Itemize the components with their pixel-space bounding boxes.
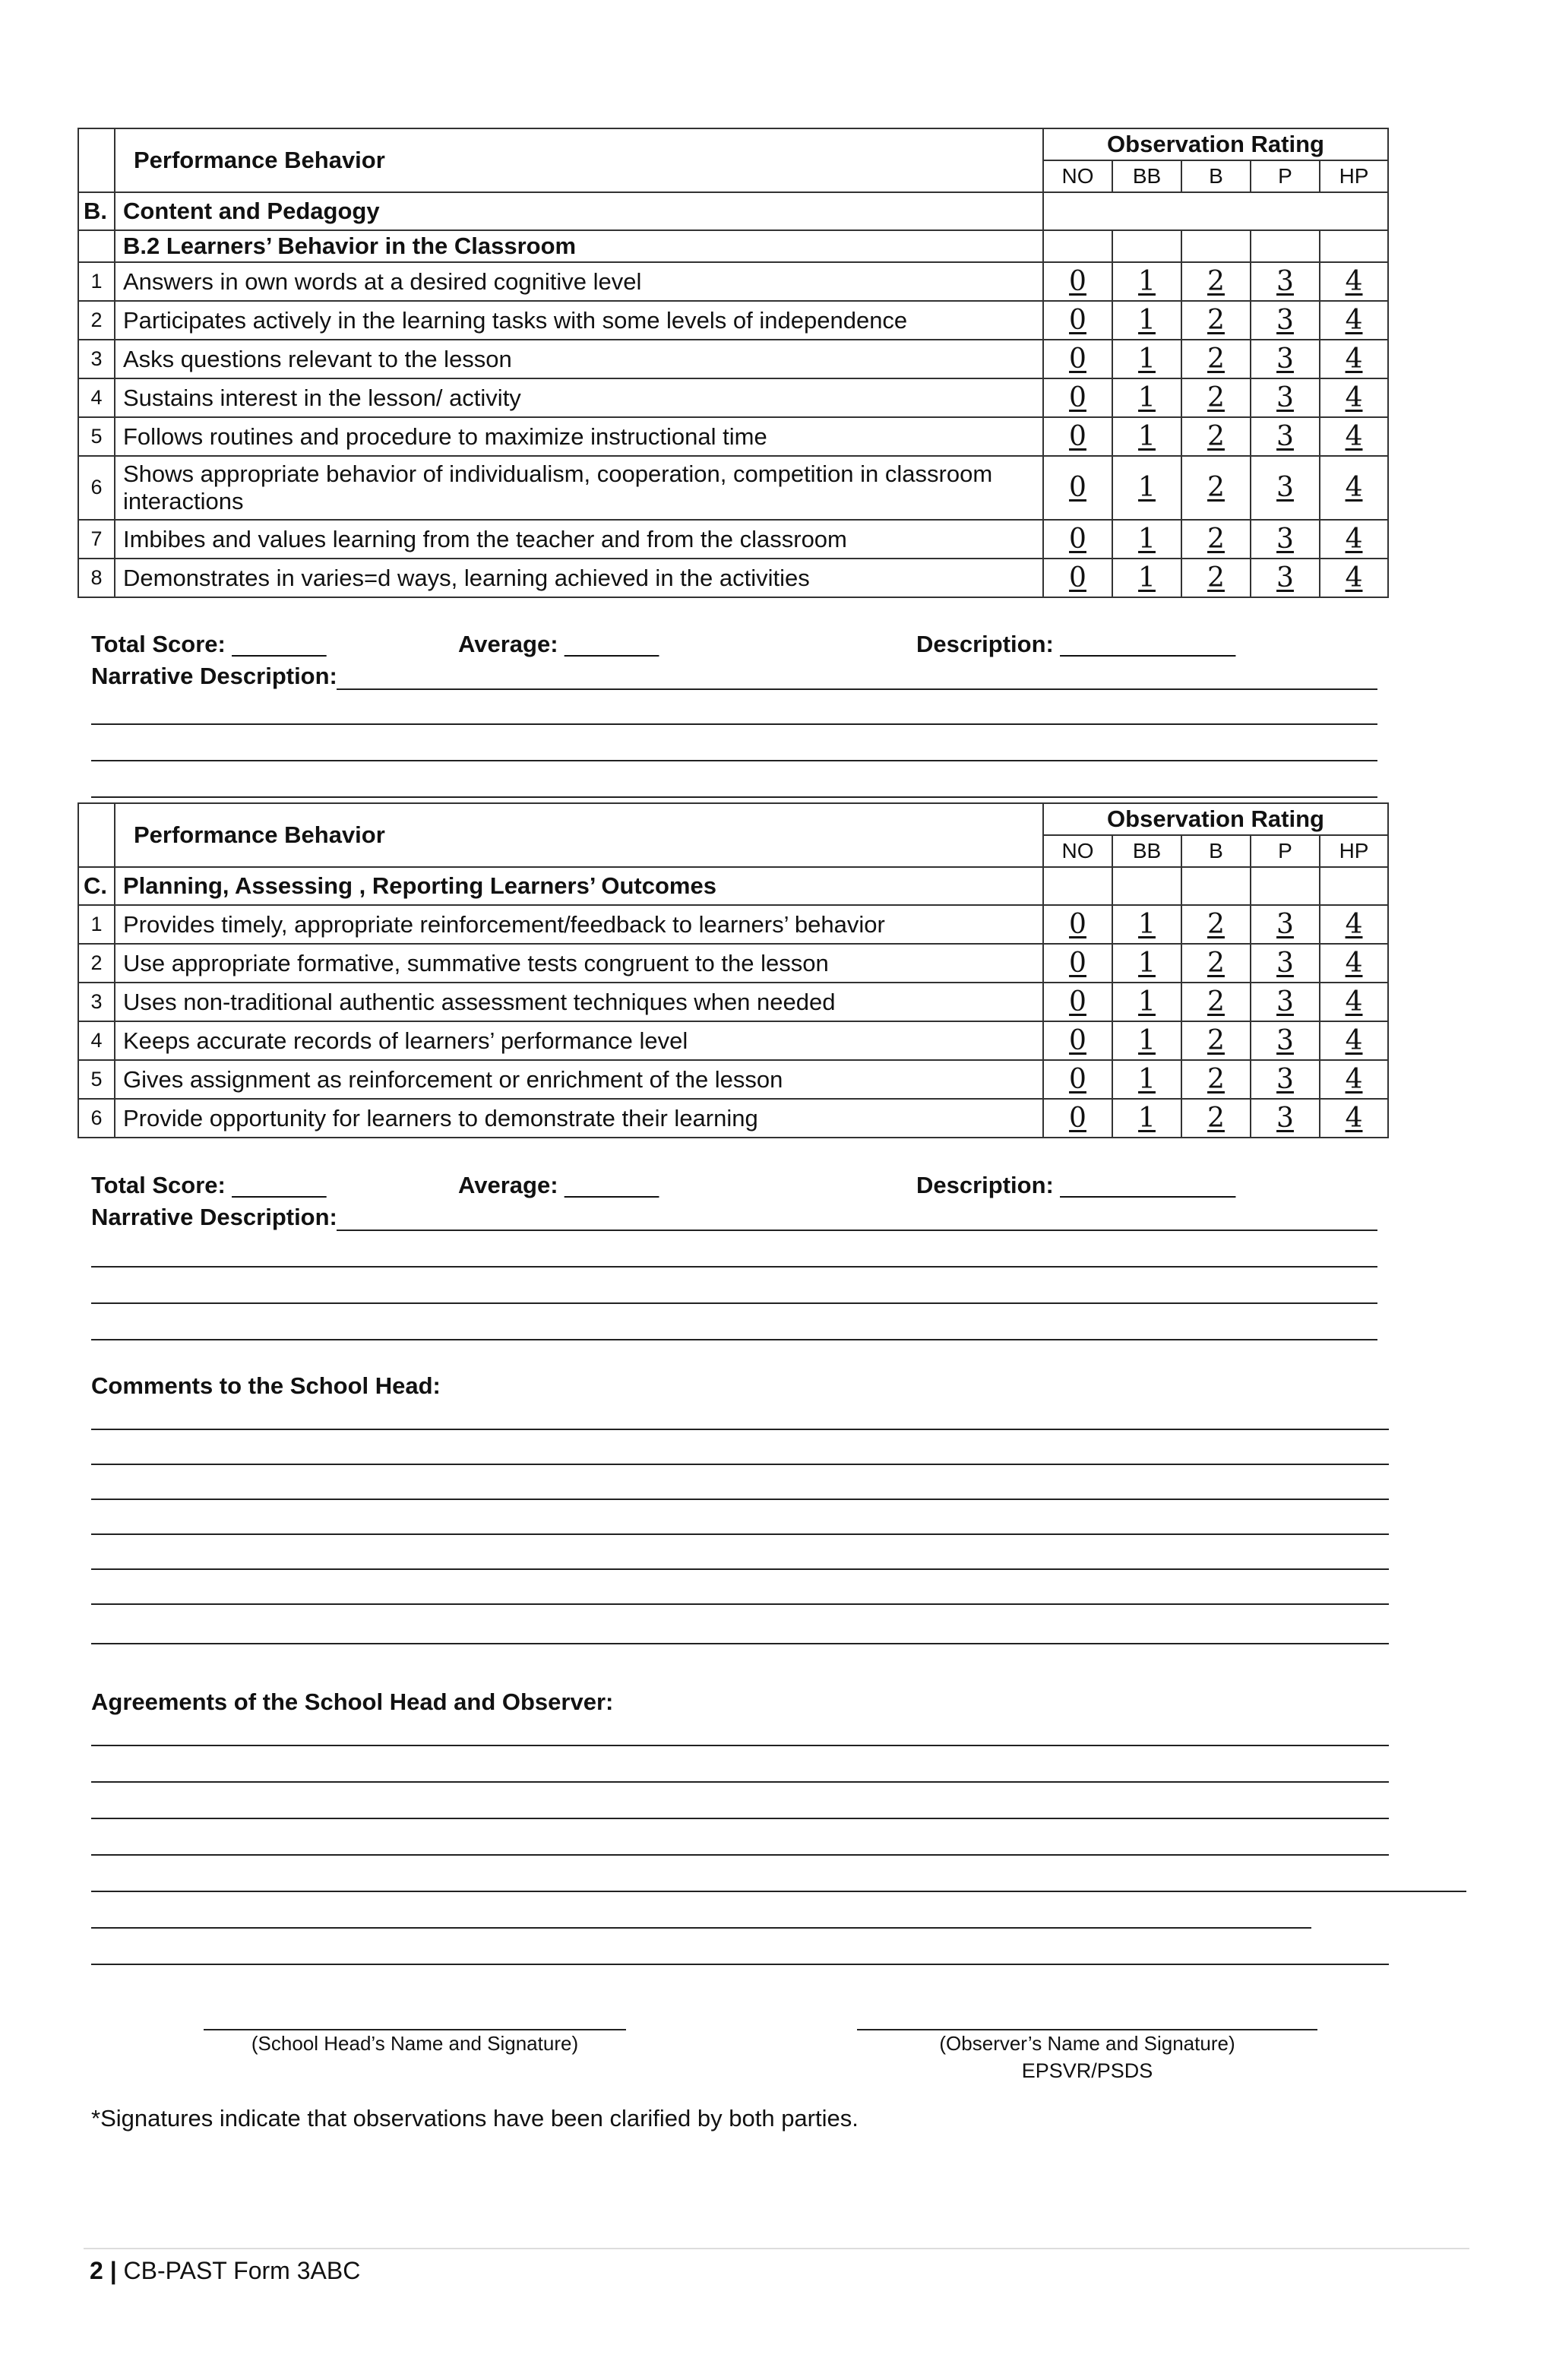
rating-cell-no[interactable]	[1043, 1021, 1112, 1060]
blank-rating-cell	[1181, 230, 1251, 262]
agreements-heading: Agreements of the School Head and Observer:	[91, 1688, 614, 1715]
table-row	[78, 905, 1388, 944]
item-text: Use appropriate formative, summative tests congruent to the lesson	[115, 944, 1043, 983]
subsection-title: B.2 Learners’ Behavior in the Classroom	[115, 230, 1043, 262]
observer-caption: (Observer’s Name and Signature)	[939, 2032, 1235, 2055]
rating-value: 4	[1345, 265, 1363, 297]
column-b: B	[1181, 835, 1251, 867]
comments-line[interactable]	[91, 1499, 1389, 1500]
rating-cell-b[interactable]	[1181, 944, 1251, 983]
rating-cell-p[interactable]	[1251, 1060, 1320, 1099]
rating-cell-bb[interactable]	[1112, 456, 1181, 520]
rating-value: 2	[1207, 947, 1225, 979]
rating-cell-hp[interactable]	[1320, 456, 1388, 520]
table-row	[78, 1060, 1388, 1099]
rating-value: 1	[1138, 1024, 1156, 1056]
rating-value: 4	[1345, 908, 1363, 940]
agreements-line[interactable]	[91, 1818, 1389, 1819]
rating-value: 4	[1345, 947, 1363, 979]
rating-cell-no[interactable]	[1043, 1099, 1112, 1138]
rating-cell-b[interactable]	[1181, 262, 1251, 301]
narrative-c-line[interactable]	[91, 1266, 1377, 1268]
description-label: Description:	[916, 631, 1054, 657]
blank-rating-cell	[1112, 867, 1181, 905]
rating-value: 1	[1138, 304, 1156, 336]
item-text: Participates actively in the learning tasks with some levels of independence	[115, 301, 1043, 340]
rating-cell-no[interactable]	[1043, 1060, 1112, 1099]
total-score-label: Total Score:	[91, 631, 226, 657]
comments-line[interactable]	[91, 1464, 1389, 1465]
table-row	[78, 378, 1388, 417]
item-number: 5	[78, 1060, 115, 1099]
rating-cell-b[interactable]	[1181, 983, 1251, 1021]
footer-separator: |	[109, 2257, 117, 2284]
observation-rating-header: Observation Rating	[1043, 803, 1388, 835]
rating-value: 1	[1138, 1102, 1156, 1134]
column-no: NO	[1043, 835, 1112, 867]
item-number: 1	[78, 905, 115, 944]
item-text: Uses non-traditional authentic assessment techniques when needed	[115, 983, 1043, 1021]
narrative-c-line[interactable]	[337, 1230, 1377, 1231]
agreements-line[interactable]	[91, 1745, 1389, 1746]
rating-cell-no[interactable]	[1043, 340, 1112, 378]
rating-cell-hp[interactable]	[1320, 1060, 1388, 1099]
rating-cell-p[interactable]	[1251, 559, 1320, 597]
comments-line[interactable]	[91, 1533, 1389, 1535]
description-field[interactable]: _______________	[1060, 1172, 1235, 1198]
rating-value: 2	[1207, 304, 1225, 336]
rating-cell-no[interactable]	[1043, 262, 1112, 301]
rating-value: 3	[1276, 947, 1294, 979]
rating-cell-b[interactable]	[1181, 301, 1251, 340]
section-title: Content and Pedagogy	[115, 192, 1043, 230]
school-head-caption: (School Head’s Name and Signature)	[251, 2032, 579, 2055]
rating-cell-bb[interactable]	[1112, 378, 1181, 417]
rating-value: 2	[1207, 265, 1225, 297]
rating-value: 4	[1345, 986, 1363, 1018]
rating-value: 4	[1345, 562, 1363, 593]
comments-heading: Comments to the School Head:	[91, 1372, 441, 1399]
item-text: Keeps accurate records of learners’ performance level	[115, 1021, 1043, 1060]
rating-value: 2	[1207, 381, 1225, 413]
item-text: Gives assignment as reinforcement or enrichment of the lesson	[115, 1060, 1043, 1099]
rating-value: 1	[1138, 908, 1156, 940]
rating-value: 2	[1207, 1102, 1225, 1134]
table-row	[78, 520, 1388, 559]
rating-cell-no[interactable]	[1043, 944, 1112, 983]
rating-cell-hp[interactable]	[1320, 378, 1388, 417]
description-label: Description:	[916, 1172, 1054, 1198]
item-text: Answers in own words at a desired cognitive level	[115, 262, 1043, 301]
rating-value: 4	[1345, 381, 1363, 413]
summary-c-scores	[91, 1172, 324, 1199]
rating-value: 0	[1069, 304, 1086, 336]
total-score-label: Total Score:	[91, 1172, 226, 1198]
rating-value: 1	[1138, 381, 1156, 413]
narrative-b-line[interactable]	[91, 760, 1377, 761]
rating-cell-b[interactable]	[1181, 417, 1251, 456]
rating-value: 3	[1276, 381, 1294, 413]
rating-value: 1	[1138, 265, 1156, 297]
comments-line[interactable]	[91, 1603, 1389, 1605]
rating-cell-no[interactable]	[1043, 417, 1112, 456]
item-text: Follows routines and procedure to maximize instructional time	[115, 417, 1043, 456]
summary-b-scores	[91, 631, 324, 658]
summary-b-description	[916, 631, 1234, 658]
rating-cell-bb[interactable]	[1112, 944, 1181, 983]
rating-value: 0	[1069, 420, 1086, 452]
section-letter: B.	[78, 192, 115, 230]
rating-value: 2	[1207, 1063, 1225, 1095]
rating-cell-no[interactable]	[1043, 983, 1112, 1021]
rating-value: 3	[1276, 523, 1294, 555]
table-row	[78, 983, 1388, 1021]
table-row	[78, 262, 1388, 301]
blank-rating-cell	[1320, 867, 1388, 905]
blank-rating-cell	[1043, 867, 1112, 905]
rating-value: 1	[1138, 420, 1156, 452]
rating-cell-bb[interactable]	[1112, 340, 1181, 378]
item-number: 4	[78, 1021, 115, 1060]
narrative-b-line[interactable]	[91, 723, 1377, 725]
rating-cell-b[interactable]	[1181, 1099, 1251, 1138]
rating-value: 2	[1207, 420, 1225, 452]
rating-cell-no[interactable]	[1043, 301, 1112, 340]
rating-value: 1	[1138, 472, 1156, 504]
rating-value: 2	[1207, 908, 1225, 940]
item-text: Shows appropriate behavior of individualism, cooperation, competition in classroom interactions	[115, 456, 1043, 520]
blank-rating-cell	[1181, 867, 1251, 905]
rating-cell-hp[interactable]	[1320, 262, 1388, 301]
average-field[interactable]: ________	[565, 1172, 658, 1198]
rating-cell-p[interactable]	[1251, 262, 1320, 301]
rating-value: 1	[1138, 343, 1156, 375]
blank-rating-cell	[1043, 230, 1112, 262]
page-footer	[90, 2257, 360, 2285]
comments-line[interactable]	[91, 1429, 1389, 1430]
column-b: B	[1181, 160, 1251, 192]
rating-cell-b[interactable]	[1181, 520, 1251, 559]
narrative-c-label: Narrative Description:	[91, 1204, 337, 1230]
comments-line[interactable]	[91, 1643, 1389, 1644]
rating-cell-b[interactable]	[1181, 340, 1251, 378]
rating-cell-no[interactable]	[1043, 378, 1112, 417]
agreements-line[interactable]	[91, 1964, 1389, 1965]
item-number: 5	[78, 417, 115, 456]
performance-behavior-header: Performance Behavior	[115, 128, 1043, 192]
rating-value: 0	[1069, 908, 1086, 940]
rating-cell-hp[interactable]	[1320, 905, 1388, 944]
rating-value: 3	[1276, 1024, 1294, 1056]
rating-cell-bb[interactable]	[1112, 520, 1181, 559]
rating-value: 3	[1276, 986, 1294, 1018]
blank-rating-cell	[1251, 867, 1320, 905]
rating-cell-hp[interactable]	[1320, 944, 1388, 983]
rating-cell-no[interactable]	[1043, 559, 1112, 597]
rating-cell-p[interactable]	[1251, 520, 1320, 559]
table-row	[78, 340, 1388, 378]
rating-cell-p[interactable]	[1251, 944, 1320, 983]
rating-cell-hp[interactable]	[1320, 301, 1388, 340]
narrative-b-line[interactable]	[91, 796, 1377, 798]
observation-rating-header: Observation Rating	[1043, 128, 1388, 160]
column-hp: HP	[1320, 835, 1388, 867]
rating-cell-bb[interactable]	[1112, 983, 1181, 1021]
rating-value: 4	[1345, 1102, 1363, 1134]
rating-cell-bb[interactable]	[1112, 905, 1181, 944]
observer-title: EPSVR/PSDS	[1021, 2059, 1153, 2082]
rating-value: 3	[1276, 1102, 1294, 1134]
agreements-line[interactable]	[91, 1891, 1466, 1892]
table-row	[78, 1021, 1388, 1060]
rating-value: 2	[1207, 523, 1225, 555]
rating-cell-bb[interactable]	[1112, 559, 1181, 597]
average-field[interactable]: ________	[565, 631, 658, 657]
rating-cell-bb[interactable]	[1112, 1021, 1181, 1060]
rating-cell-b[interactable]	[1181, 456, 1251, 520]
header-blank-cell	[78, 803, 115, 867]
rating-cell-b[interactable]	[1181, 905, 1251, 944]
rating-cell-bb[interactable]	[1112, 1060, 1181, 1099]
rating-cell-bb[interactable]	[1112, 1099, 1181, 1138]
rating-cell-p[interactable]	[1251, 1021, 1320, 1060]
observer-signature-line[interactable]	[857, 2029, 1317, 2030]
table-row	[78, 944, 1388, 983]
rating-value: 2	[1207, 343, 1225, 375]
rating-cell-hp[interactable]	[1320, 1021, 1388, 1060]
rating-cell-p[interactable]	[1251, 340, 1320, 378]
rating-value: 0	[1069, 1102, 1086, 1134]
rating-cell-b[interactable]	[1181, 378, 1251, 417]
column-bb: BB	[1112, 160, 1181, 192]
footer-divider	[84, 2248, 1469, 2249]
rating-value: 4	[1345, 1024, 1363, 1056]
observation-table-c	[77, 802, 1389, 1138]
column-p: P	[1251, 835, 1320, 867]
rating-cell-b[interactable]	[1181, 1060, 1251, 1099]
school-head-signature-line[interactable]	[204, 2029, 626, 2030]
narrative-c-line[interactable]	[91, 1302, 1377, 1304]
rating-value: 2	[1207, 472, 1225, 504]
rating-value: 3	[1276, 420, 1294, 452]
comments-line[interactable]	[91, 1568, 1389, 1570]
rating-value: 1	[1138, 986, 1156, 1018]
table-row	[78, 559, 1388, 597]
item-text: Provides timely, appropriate reinforcement/feedback to learners’ behavior	[115, 905, 1043, 944]
rating-value: 1	[1138, 523, 1156, 555]
rating-cell-hp[interactable]	[1320, 520, 1388, 559]
average-label: Average:	[458, 631, 558, 657]
rating-cell-bb[interactable]	[1112, 417, 1181, 456]
rating-cell-p[interactable]	[1251, 301, 1320, 340]
page-number: 2	[90, 2257, 103, 2284]
rating-value: 0	[1069, 381, 1086, 413]
rating-value: 0	[1069, 343, 1086, 375]
item-number: 8	[78, 559, 115, 597]
item-number: 7	[78, 520, 115, 559]
item-number: 6	[78, 456, 115, 520]
item-number: 2	[78, 301, 115, 340]
column-p: P	[1251, 160, 1320, 192]
column-hp: HP	[1320, 160, 1388, 192]
rating-value: 3	[1276, 343, 1294, 375]
rating-value: 2	[1207, 1024, 1225, 1056]
rating-value: 3	[1276, 1063, 1294, 1095]
rating-value: 4	[1345, 304, 1363, 336]
rating-value: 0	[1069, 265, 1086, 297]
item-text: Sustains interest in the lesson/ activity	[115, 378, 1043, 417]
subsection-blank-cell	[78, 230, 115, 262]
item-text: Imbibes and values learning from the teacher and from the classroom	[115, 520, 1043, 559]
rating-value: 4	[1345, 472, 1363, 504]
rating-value: 0	[1069, 1063, 1086, 1095]
column-no: NO	[1043, 160, 1112, 192]
rating-cell-p[interactable]	[1251, 905, 1320, 944]
rating-cell-hp[interactable]	[1320, 559, 1388, 597]
rating-value: 0	[1069, 523, 1086, 555]
rating-cell-hp[interactable]	[1320, 417, 1388, 456]
item-number: 1	[78, 262, 115, 301]
rating-value: 0	[1069, 947, 1086, 979]
summary-b-average	[458, 631, 657, 658]
item-number: 4	[78, 378, 115, 417]
rating-cell-p[interactable]	[1251, 456, 1320, 520]
rating-cell-hp[interactable]	[1320, 340, 1388, 378]
narrative-b-line[interactable]	[337, 688, 1377, 690]
item-number: 2	[78, 944, 115, 983]
rating-cell-p[interactable]	[1251, 378, 1320, 417]
summary-c-description	[916, 1172, 1234, 1199]
narrative-b-label: Narrative Description:	[91, 663, 337, 689]
item-text: Demonstrates in varies=d ways, learning achieved in the activities	[115, 559, 1043, 597]
item-number: 3	[78, 983, 115, 1021]
rating-value: 0	[1069, 986, 1086, 1018]
form-name: CB-PAST Form 3ABC	[123, 2257, 361, 2284]
item-number: 6	[78, 1099, 115, 1138]
signature-note: *Signatures indicate that observations have been clarified by both parties.	[91, 2105, 859, 2132]
column-bb: BB	[1112, 835, 1181, 867]
rating-cell-b[interactable]	[1181, 559, 1251, 597]
narrative-c-line[interactable]	[91, 1339, 1377, 1340]
table-row	[78, 1099, 1388, 1138]
rating-value: 4	[1345, 523, 1363, 555]
table-row	[78, 456, 1388, 520]
total-score-field[interactable]: ________	[232, 631, 325, 657]
rating-value: 3	[1276, 472, 1294, 504]
rating-cell-p[interactable]	[1251, 1099, 1320, 1138]
rating-cell-bb[interactable]	[1112, 262, 1181, 301]
rating-cell-hp[interactable]	[1320, 983, 1388, 1021]
item-text: Asks questions relevant to the lesson	[115, 340, 1043, 378]
rating-value: 2	[1207, 986, 1225, 1018]
agreements-line[interactable]	[91, 1927, 1311, 1929]
blank-rating-cell	[1112, 230, 1181, 262]
observation-table-b	[77, 128, 1389, 598]
rating-value: 3	[1276, 265, 1294, 297]
table-row	[78, 301, 1388, 340]
rating-value: 2	[1207, 562, 1225, 593]
table-row	[78, 417, 1388, 456]
rating-value: 3	[1276, 562, 1294, 593]
rating-value: 1	[1138, 947, 1156, 979]
rating-value: 3	[1276, 304, 1294, 336]
header-blank-cell	[78, 128, 115, 192]
rating-cell-no[interactable]	[1043, 456, 1112, 520]
rating-value: 4	[1345, 343, 1363, 375]
rating-value: 4	[1345, 420, 1363, 452]
section-title: Planning, Assessing , Reporting Learners’ Outcomes	[115, 867, 1043, 905]
performance-behavior-header: Performance Behavior	[115, 803, 1043, 867]
section-rating-blank	[1043, 192, 1388, 230]
summary-c-average	[458, 1172, 657, 1199]
rating-cell-hp[interactable]	[1320, 1099, 1388, 1138]
item-text: Provide opportunity for learners to demonstrate their learning	[115, 1099, 1043, 1138]
rating-cell-no[interactable]	[1043, 520, 1112, 559]
rating-value: 0	[1069, 562, 1086, 593]
agreements-line[interactable]	[91, 1781, 1389, 1783]
blank-rating-cell	[1320, 230, 1388, 262]
rating-cell-no[interactable]	[1043, 905, 1112, 944]
rating-cell-bb[interactable]	[1112, 301, 1181, 340]
rating-value: 0	[1069, 1024, 1086, 1056]
rating-value: 1	[1138, 562, 1156, 593]
rating-cell-p[interactable]	[1251, 417, 1320, 456]
rating-value: 1	[1138, 1063, 1156, 1095]
rating-value: 3	[1276, 908, 1294, 940]
description-field[interactable]: _______________	[1060, 631, 1235, 657]
item-number: 3	[78, 340, 115, 378]
total-score-field[interactable]: ________	[232, 1172, 325, 1198]
rating-value: 0	[1069, 472, 1086, 504]
agreements-line[interactable]	[91, 1854, 1389, 1856]
rating-cell-p[interactable]	[1251, 983, 1320, 1021]
rating-value: 4	[1345, 1063, 1363, 1095]
rating-cell-b[interactable]	[1181, 1021, 1251, 1060]
blank-rating-cell	[1251, 230, 1320, 262]
section-letter: C.	[78, 867, 115, 905]
average-label: Average:	[458, 1172, 558, 1198]
